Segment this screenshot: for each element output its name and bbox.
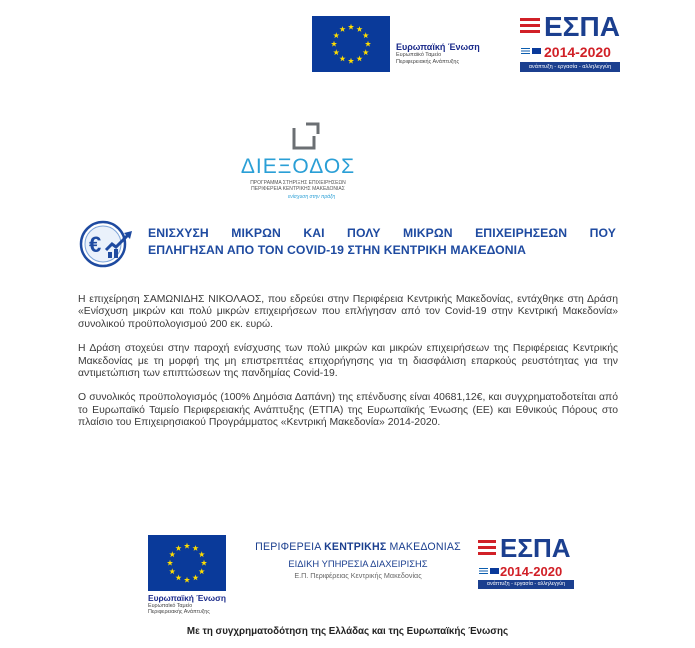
footer-eu-flag-logo <box>148 535 226 591</box>
espa-logo <box>520 12 620 74</box>
footer-eu-name: Ευρωπαϊκή Ένωση <box>148 593 226 603</box>
eu-star-icon <box>363 49 369 55</box>
eu-star-icon <box>192 575 198 581</box>
eu-star-icon <box>175 545 181 551</box>
program-sub2: ΠΕΡΙΦΕΡΕΙΑ ΚΕΝΤΡΙΚΗΣ ΜΑΚΕΔΟΝΙΑΣ <box>251 186 345 192</box>
eu-star-icon <box>199 551 205 557</box>
eu-star-icon <box>363 32 369 38</box>
eu-star-icon <box>356 56 362 62</box>
footer-espa-slogan: ανάπτυξη - εργασία - αλληλεγγύη <box>478 580 574 589</box>
footer-eu-fund-line2: Περιφερειακής Ανάπτυξης <box>148 609 210 616</box>
eu-star-icon <box>333 32 339 38</box>
diexodos-mark-icon <box>292 122 320 150</box>
footer-espa-years: 2014-2020 <box>500 564 563 579</box>
footer-espa-word: ΕΣΠΑ <box>500 533 571 563</box>
region-name-c: ΜΑΚΕΔΟΝΙΑΣ <box>386 541 461 553</box>
eu-star-icon <box>169 551 175 557</box>
program-sub1: ΠΡΟΓΡΑΜΜΑ ΣΤΗΡΙΞΗΣ ΕΠΙΧΕΙΡΗΣΕΩΝ <box>250 180 346 186</box>
footer-espa-flags-icon <box>479 568 499 574</box>
espa-word: ΕΣΠΑ <box>544 11 620 42</box>
eu-star-icon <box>184 543 190 549</box>
footer-espa-logo <box>478 534 574 590</box>
eu-flag-logo <box>312 16 390 72</box>
body-text <box>78 294 618 442</box>
eu-star-icon <box>167 560 173 566</box>
eu-logo-caption <box>396 42 506 66</box>
region-name-b: ΚΕΝΤΡΙΚΗΣ <box>324 541 387 553</box>
eu-star-icon <box>348 58 354 64</box>
diexodos-logo <box>218 122 378 202</box>
region-name-a: ΠΕΡΙΦΕΡΕΙΑ <box>255 541 325 553</box>
program-tagline: ενίσχυση στην πράξη <box>288 194 336 200</box>
program-name: ΔΙΕΞΟΔΟΣ <box>240 155 356 178</box>
region-logo <box>242 541 474 580</box>
eu-star-icon <box>339 56 345 62</box>
eu-star-icon <box>192 545 198 551</box>
managing-authority: ΕΙΔΙΚΗ ΥΠΗΡΕΣΙΑ ΔΙΑΧΕΙΡΙΣΗΣ <box>288 558 428 569</box>
eu-star-icon <box>348 24 354 30</box>
eu-star-icon <box>333 49 339 55</box>
eu-star-icon <box>199 568 205 574</box>
eu-star-icon <box>356 26 362 32</box>
paragraph-2: Η Δράση στοχεύει στην παροχή ενίσχυσης των πολύ μικρών και μικρών επιχειρήσεων της Περιφέρειας Κεντρικής Μακεδονίας με τη μορφή της μη επιστρεπτέας επιχορήγησης για τη διασφάλιση επαρκούς ρευστότητας για την αντιμετώπιση των επιπτώσεων της πανδημίας Covid-19. <box>78 343 618 380</box>
eu-name: Ευρωπαϊκή Ένωση <box>396 42 480 52</box>
espa-years: 2014-2020 <box>544 44 611 60</box>
espa-flags-icon <box>521 48 541 54</box>
eu-star-icon <box>339 26 345 32</box>
title-line2: ΕΠΛΗΓΗΣΑΝ ΑΠΟ ΤΟΝ COVID-19 ΣΤΗΝ ΚΕΝΤΡΙΚΗ ΜΑΚΕΔΟΝΙΑ <box>148 243 527 257</box>
page-title <box>148 225 616 259</box>
espa-slogan: ανάπτυξη - εργασία - αλληλεγγύη <box>520 62 620 72</box>
eu-fund-line1: Ευρωπαϊκό Ταμείο <box>396 52 442 58</box>
title-line1: ΕΝΙΣΧΥΣΗ ΜΙΚΡΩΝ ΚΑΙ ΠΟΛΥ ΜΙΚΡΩΝ ΕΠΙΧΕΙΡΗΣΕΩΝ ΠΟΥ <box>148 226 616 240</box>
eu-star-icon <box>184 577 190 583</box>
eu-star-icon <box>175 575 181 581</box>
operational-program: Ε.Π. Περιφέρειας Κεντρικής Μακεδονίας <box>294 571 422 580</box>
eu-star-icon <box>331 41 337 47</box>
espa-stripes-icon <box>520 18 540 36</box>
footer-eu-stars-icon <box>148 535 226 591</box>
footer-eu-caption <box>148 593 258 616</box>
region-name <box>242 541 474 553</box>
footer-espa-stripes-icon <box>478 540 496 558</box>
eu-star-icon <box>201 560 207 566</box>
paragraph-3: Ο συνολικός προϋπολογισμός (100% Δημόσια Δαπάνη) της επένδυσης είναι 40681,12€, και συγχρηματοδοτείται από το Ευρωπαϊκό Ταμείο Περιφερειακής Ανάπτυξης (ΕΤΠΑ) της Ευρωπαϊκής Ένωσης (ΕΕ) και Εθνικούς Πόρους στο πλαίσιο του Επιχειρησιακού Προγράμματος «Κεντρική Μακεδονία» 2014-2020. <box>78 392 618 429</box>
cofinancing-note: Με τη συγχρηματοδότηση της Ελλάδας και της Ευρωπαϊκής Ένωσης <box>186 626 509 637</box>
footer-eu-fund-line1: Ευρωπαϊκό Ταμείο <box>148 603 193 609</box>
paragraph-1: Η επιχείρηση ΣΑΜΩΝΙΔΗΣ ΝΙΚΟΛΑΟΣ, που εδρεύει στην Περιφέρεια Κεντρικής Μακεδονίας, εντάχθηκε στη Δράση «Ενίσχυση μικρών και πολύ μικρών επιχειρήσεων που επλήγησαν από τον Covid-19 στην Κεντρική Μακεδονία» συνολικού προϋπολογισμού 200 εκ. ευρώ. <box>78 294 618 330</box>
svg-text:€: € <box>89 232 102 257</box>
eu-star-icon <box>169 568 175 574</box>
euro-growth-icon <box>78 218 136 270</box>
eu-stars-icon <box>312 16 390 72</box>
eu-fund-line2: Περιφερειακής Ανάπτυξης <box>396 59 460 65</box>
eu-star-icon <box>365 41 371 47</box>
